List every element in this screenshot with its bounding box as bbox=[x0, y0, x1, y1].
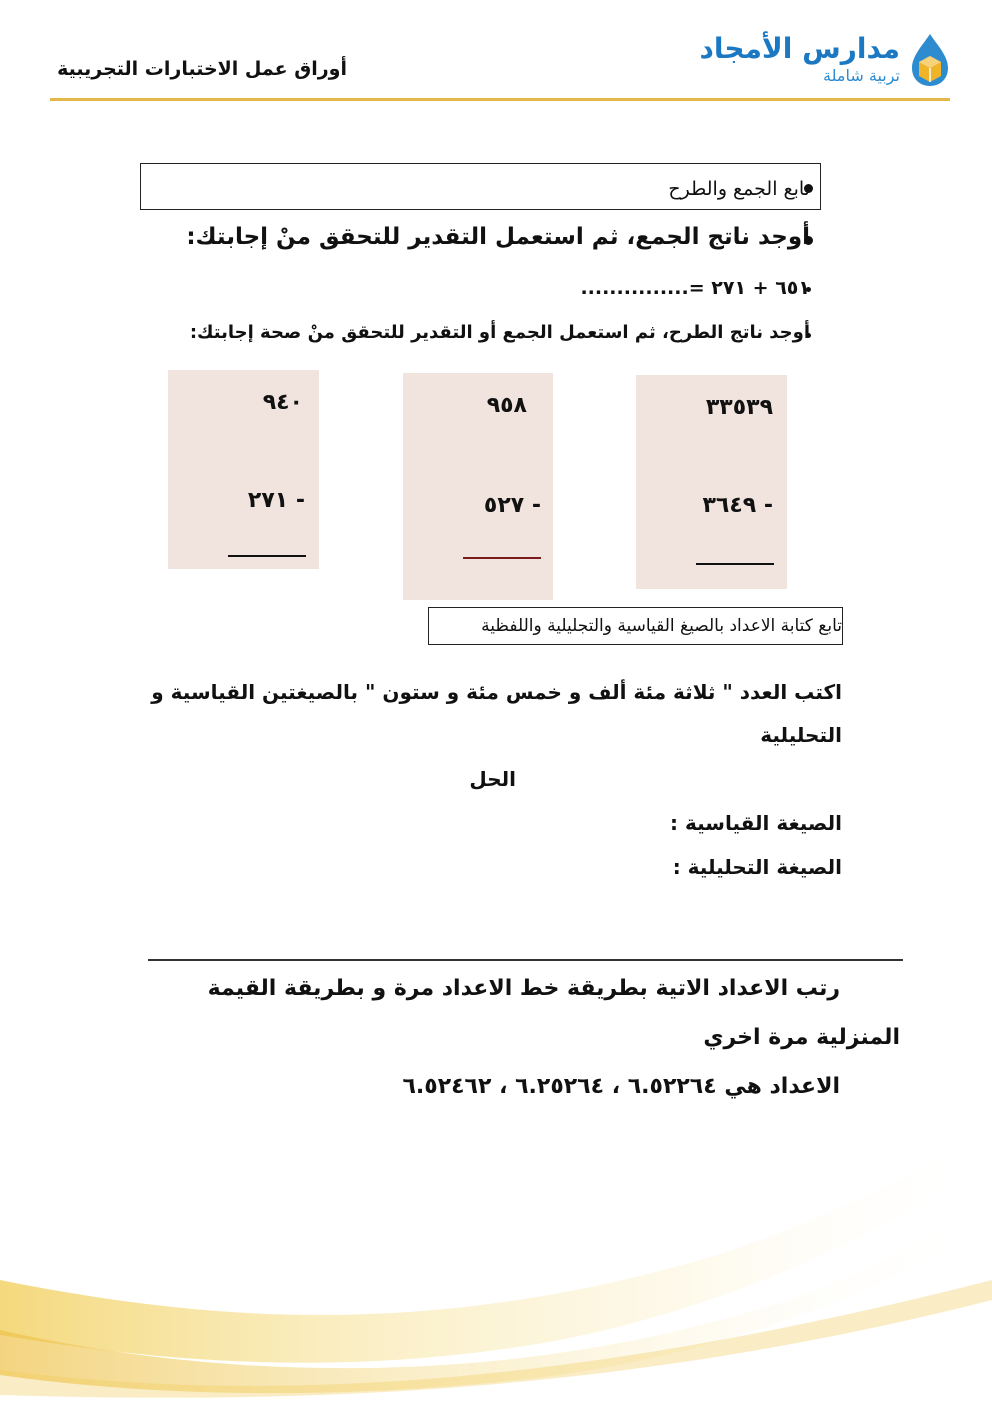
logo-drop-icon bbox=[908, 32, 952, 88]
card-top-number: ٩٥٨ bbox=[486, 393, 527, 418]
subtraction-card bbox=[636, 375, 787, 589]
card-top-number: ٣٣٥٣٩ bbox=[705, 395, 773, 420]
answer-line bbox=[463, 557, 541, 559]
logo-name: مدارس الأمجاد bbox=[699, 32, 900, 65]
school-logo bbox=[699, 32, 952, 92]
prompt-line: التحليلية bbox=[760, 723, 842, 747]
order-question-line: المنزلية مرة اخري bbox=[703, 1025, 900, 1050]
answer-line bbox=[696, 563, 774, 565]
divider bbox=[148, 959, 903, 961]
logo-tagline: تربية شاملة bbox=[823, 66, 900, 85]
answer-line bbox=[228, 555, 306, 557]
subtraction-card bbox=[168, 370, 319, 569]
subtraction-card bbox=[403, 373, 553, 600]
solution-label: الحل bbox=[469, 767, 516, 791]
header-rule bbox=[50, 98, 950, 101]
section-title: تابع الجمع والطرح bbox=[668, 178, 810, 200]
order-question-line: رتب الاعداد الاتية بطريقة خط الاعداد مرة و بطريقة القيمة bbox=[207, 976, 840, 1001]
numbers-line: الاعداد هي ٦.٥٢٢٦٤ ، ٦.٢٥٢٦٤ ، ٦.٥٢٤٦٢ bbox=[402, 1074, 840, 1099]
card-top-number: ٩٤٠ bbox=[262, 390, 303, 415]
card-bottom-number: - ٣٦٤٩ bbox=[702, 493, 773, 518]
question-subtraction: أوجد ناتج الطرح، ثم استعمل الجمع أو التقدير للتحقق منْ صحة إجابتك: bbox=[189, 322, 810, 343]
card-bottom-number: - ٢٧١ bbox=[247, 488, 305, 513]
decorative-swoosh bbox=[0, 1130, 992, 1403]
section-title: تابع كتابة الاعداد بالصيغ القياسية والتجليلية واللفظية bbox=[481, 616, 842, 636]
addition-expression: ٦٥١ + ٢٧١ =............... bbox=[580, 277, 810, 299]
question-addition: أوجد ناتج الجمع، ثم استعمل التقدير للتحقق منْ إجابتك: bbox=[186, 224, 810, 250]
document-title: أوراق عمل الاختبارات التجريبية bbox=[57, 58, 347, 80]
standard-form-label: الصيغة القياسية : bbox=[670, 811, 842, 835]
prompt-line: اكتب العدد " ثلاثة مئة ألف و خمس مئة و ستون " بالصيغتين القياسية و bbox=[151, 680, 842, 704]
card-bottom-number: - ٥٢٧ bbox=[483, 493, 541, 518]
expanded-form-label: الصيغة التحليلية : bbox=[672, 855, 842, 879]
